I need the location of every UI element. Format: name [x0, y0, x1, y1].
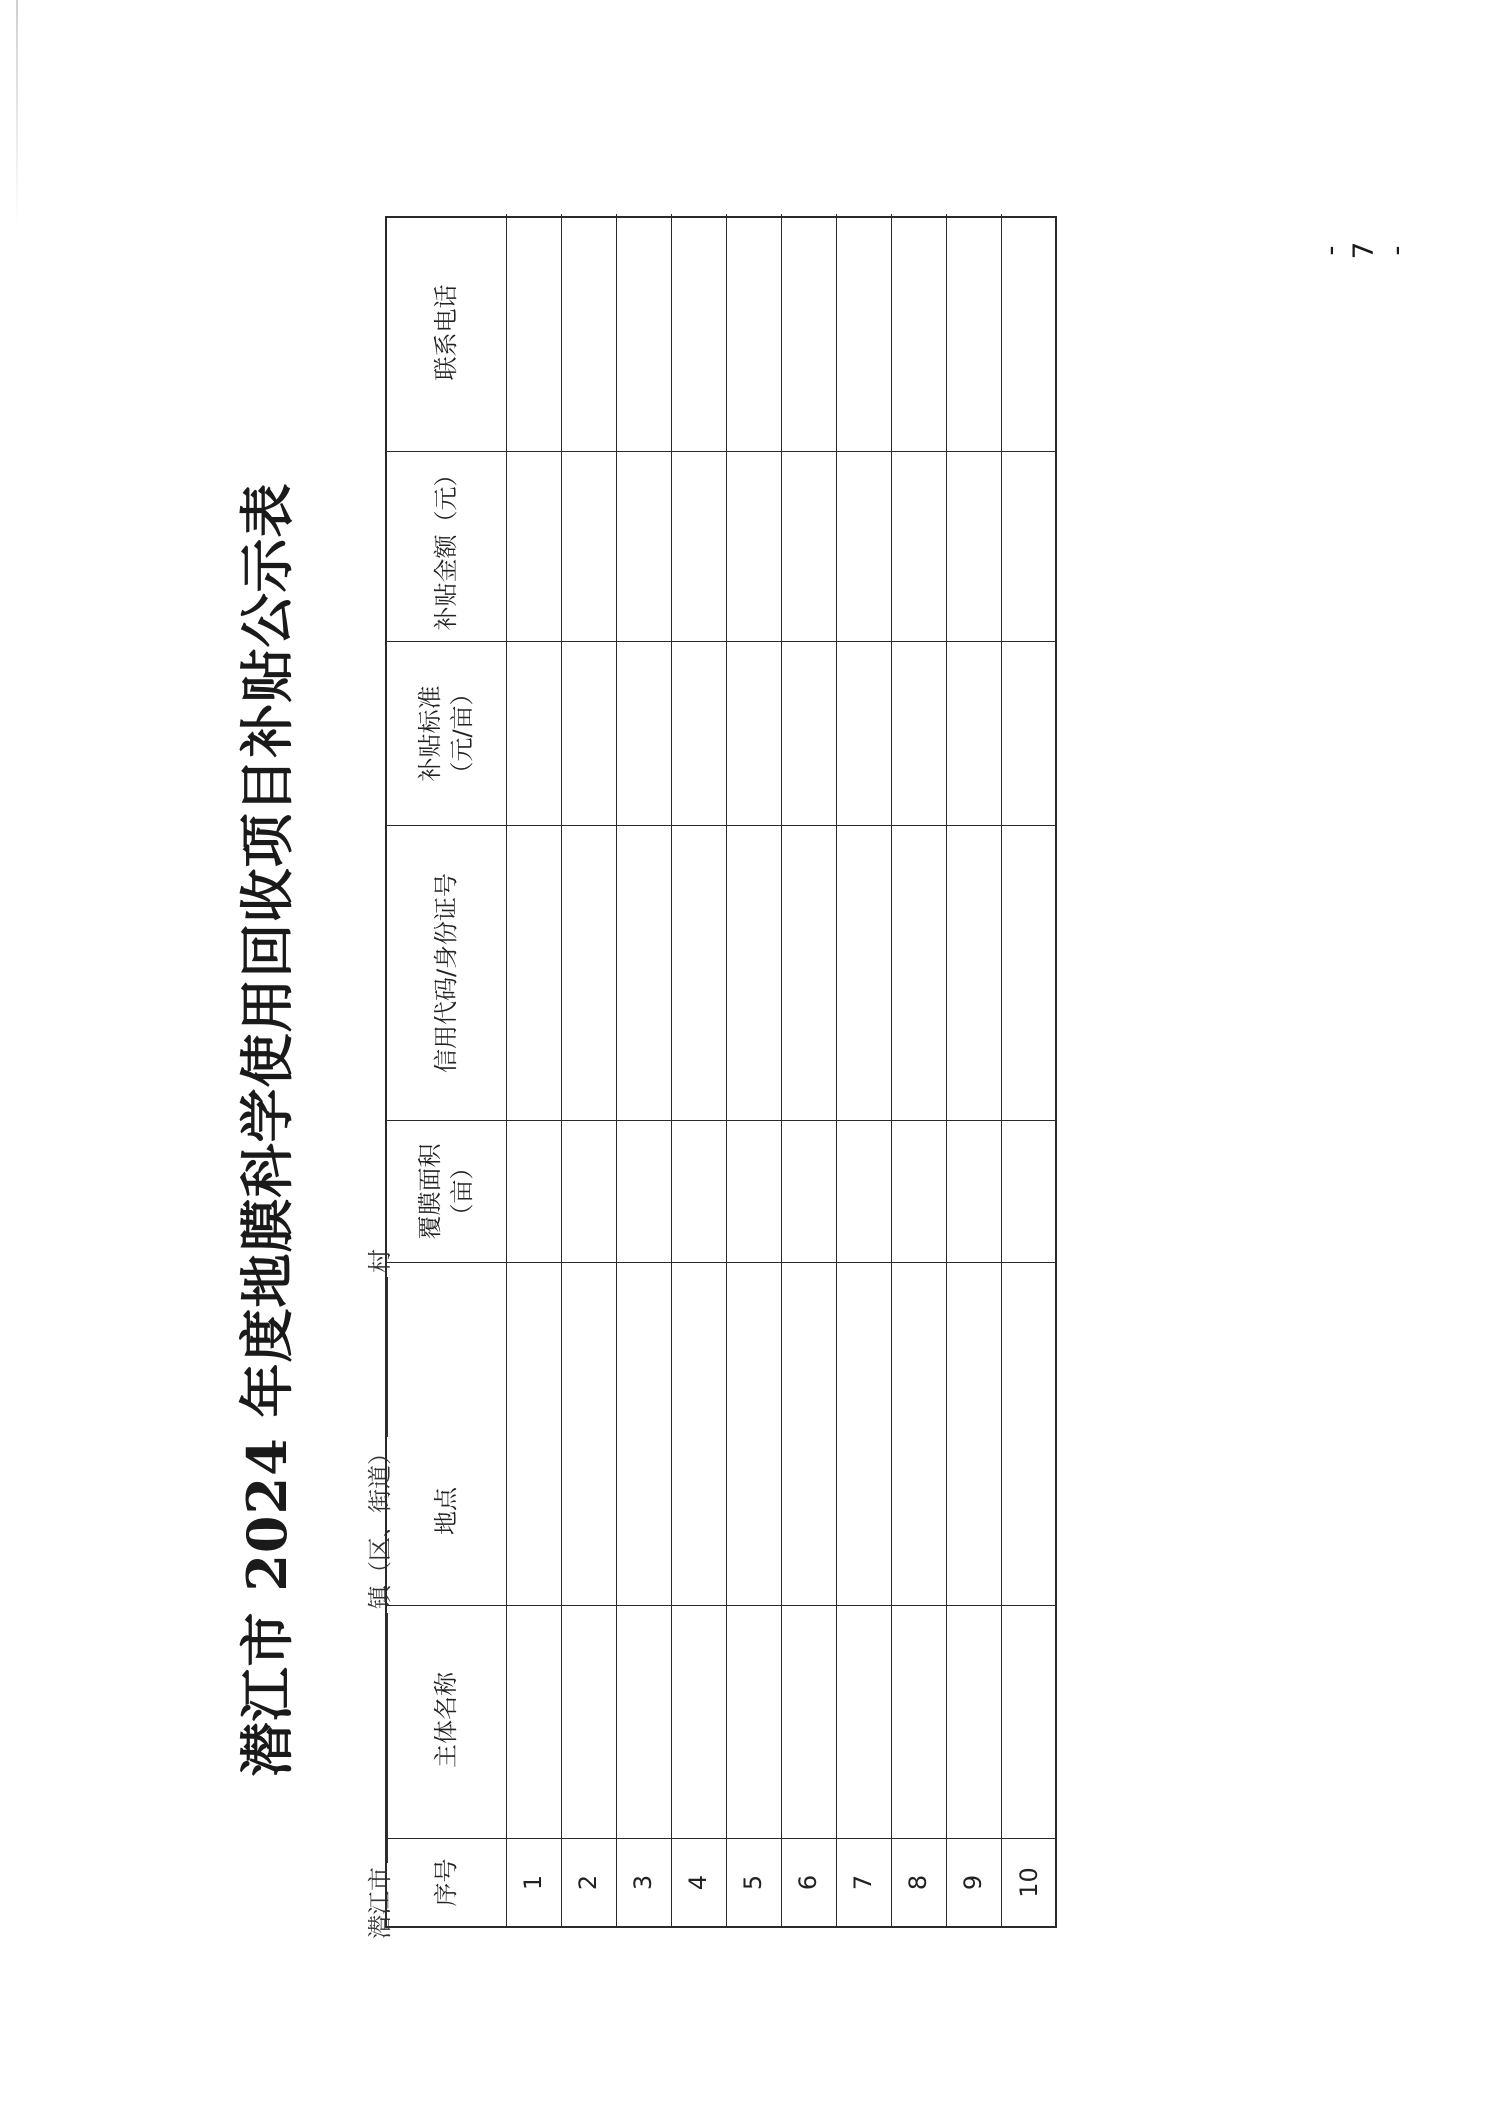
table-cell [892, 641, 947, 825]
table-cell [837, 214, 892, 451]
table-cell [672, 1605, 727, 1838]
row-number-cell: 3 [617, 1838, 672, 1926]
table-cell [672, 214, 727, 451]
row-number-cell: 8 [892, 1838, 947, 1926]
table-cell [727, 641, 782, 825]
table-cell [837, 825, 892, 1120]
subsidy-table [385, 216, 1057, 1928]
location-city: 潜江市 [366, 1867, 394, 1939]
table-cell [672, 641, 727, 825]
table-cell [727, 825, 782, 1120]
row-number-cell: 5 [727, 1838, 782, 1926]
row-number-cell: 10 [1002, 1838, 1057, 1926]
table-cell [507, 214, 562, 451]
table-cell [1002, 641, 1057, 825]
table-cell [727, 451, 782, 641]
table-cell [837, 451, 892, 641]
table-cell [837, 641, 892, 825]
table-cell [617, 641, 672, 825]
table-cell [782, 641, 837, 825]
table-cell [562, 1262, 617, 1605]
table-cell [837, 1605, 892, 1838]
table-cell [562, 825, 617, 1120]
table-cell [562, 451, 617, 641]
table-cell [1002, 825, 1057, 1120]
rotated-page-content [215, 207, 1215, 2052]
table-cell [947, 451, 1002, 641]
table-cell [727, 1120, 782, 1262]
table-cell [782, 1605, 837, 1838]
table-cell [507, 1262, 562, 1605]
table-cell [1002, 451, 1057, 641]
table-cell [782, 825, 837, 1120]
header-film-area: 覆膜面积 （亩） [387, 1120, 507, 1262]
table-cell [837, 1262, 892, 1605]
header-contact-phone: 联系电话 [387, 214, 507, 451]
table-cell [617, 451, 672, 641]
table-cell [947, 825, 1002, 1120]
table-cell [617, 1262, 672, 1605]
row-number-cell: 6 [782, 1838, 837, 1926]
table-cell [837, 1120, 892, 1262]
table-cell [562, 214, 617, 451]
table-cell [947, 1605, 1002, 1838]
table-cell [892, 1605, 947, 1838]
row-number-cell: 2 [562, 1838, 617, 1926]
table-cell [892, 1120, 947, 1262]
table-cell [617, 1605, 672, 1838]
header-location: 地点 [387, 1262, 507, 1605]
table-cell [1002, 1605, 1057, 1838]
table-cell [947, 641, 1002, 825]
row-number-cell: 1 [507, 1838, 562, 1926]
table-cell [782, 1262, 837, 1605]
table-cell [672, 1262, 727, 1605]
table-cell [1002, 1262, 1057, 1605]
row-number-cell: 4 [672, 1838, 727, 1926]
table-cell [507, 1605, 562, 1838]
table-cell [892, 1262, 947, 1605]
table-cell [562, 1120, 617, 1262]
location-town: 镇（区、街道） [366, 1441, 394, 1609]
table-cell [892, 825, 947, 1120]
header-credit-code-id: 信用代码/身份证号 [387, 825, 507, 1120]
table-cell [782, 214, 837, 451]
table-cell [672, 1120, 727, 1262]
table-cell [617, 214, 672, 451]
table-cell [617, 825, 672, 1120]
table-cell [1002, 1120, 1057, 1262]
header-seq-no: 序号 [387, 1838, 507, 1926]
table-cell [727, 1605, 782, 1838]
table-cell [782, 451, 837, 641]
table-cell [892, 451, 947, 641]
row-number-cell: 7 [837, 1838, 892, 1926]
table-cell [727, 214, 782, 451]
header-entity-name: 主体名称 [387, 1605, 507, 1838]
table-cell [672, 451, 727, 641]
header-subsidy-amount: 补贴金额（元） [387, 451, 507, 641]
table-cell [507, 825, 562, 1120]
table-cell [892, 214, 947, 451]
document-title: 潜江市 2024 年度地膜科学使用回收项目补贴公示表 [235, 482, 299, 1777]
table-cell [782, 1120, 837, 1262]
table-cell [507, 451, 562, 641]
row-number-cell: 9 [947, 1838, 1002, 1926]
location-village: 村 [366, 1249, 394, 1273]
page-number: - 7 - [1313, 239, 1413, 260]
table-cell [507, 641, 562, 825]
table-cell [507, 1120, 562, 1262]
table-cell [727, 1262, 782, 1605]
table-cell [947, 1120, 1002, 1262]
scan-edge-shadow [16, 0, 18, 230]
table-cell [617, 1120, 672, 1262]
table-cell [947, 1262, 1002, 1605]
table-cell [947, 214, 1002, 451]
table-cell [672, 825, 727, 1120]
table-cell [1002, 214, 1057, 451]
table-cell [562, 1605, 617, 1838]
table-cell [562, 641, 617, 825]
header-subsidy-standard: 补贴标准 （元/亩） [387, 641, 507, 825]
